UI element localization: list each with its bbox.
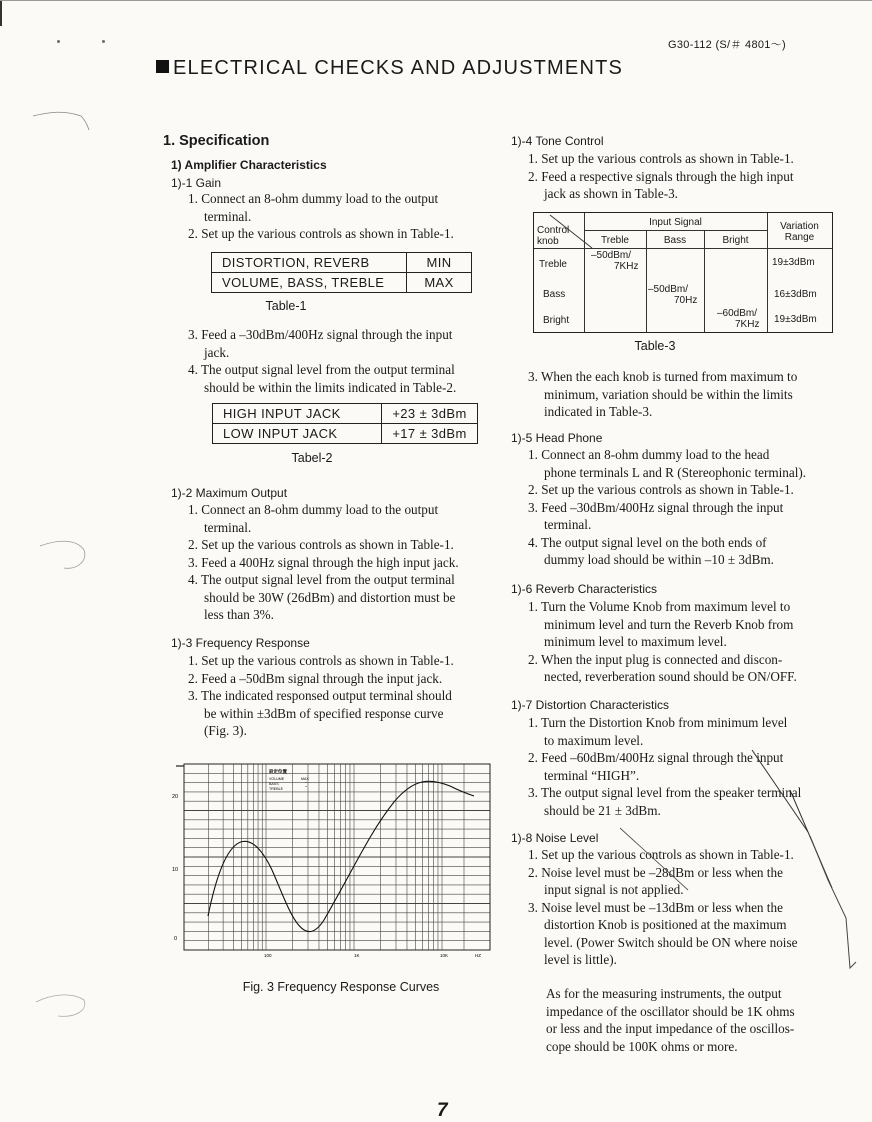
- table-row: [213, 404, 478, 424]
- table-1: [211, 252, 472, 293]
- list-item: terminal.: [204, 208, 252, 224]
- tone-items: [528, 150, 843, 203]
- gain-items: [188, 190, 498, 243]
- legend-title: 設定位置: [269, 770, 287, 775]
- table-3-row-name: Bright: [543, 315, 570, 326]
- frequency-response-graph: [168, 758, 498, 963]
- gain-heading: 1)-1 Gain: [171, 176, 222, 190]
- list-item: 4. The output signal level from the output terminal: [188, 572, 455, 587]
- scan-speck: [57, 40, 60, 43]
- table-row: [212, 253, 472, 273]
- y-label: 20: [172, 794, 179, 800]
- table-3-knob-label: knob: [537, 236, 559, 247]
- table-cell: MAX: [407, 273, 472, 293]
- note-line: cope should be 100K ohms or more.: [546, 1038, 738, 1054]
- scan-edge-top: [0, 0, 872, 1]
- list-item: terminal.: [204, 519, 252, 535]
- legend-value: MAX: [301, 777, 309, 781]
- list-item: 2. Feed a –50dBm signal through the input jack.: [188, 670, 443, 686]
- table-2: [212, 403, 478, 444]
- distortion-heading: 1)-7 Distortion Characteristics: [511, 698, 670, 712]
- max-output-items: [188, 501, 498, 624]
- list-item: minimum level to maximum level.: [544, 634, 727, 649]
- table-3-range-label: Range: [784, 232, 815, 243]
- x-label: 100: [264, 953, 272, 958]
- list-item: 3. When the each knob is turned from maximum to: [528, 369, 798, 384]
- noise-heading: 1)-8 Noise Level: [511, 831, 599, 845]
- x-label: 1K: [354, 953, 360, 958]
- list-item: jack as shown in Table-3.: [544, 186, 678, 201]
- list-item: indicated in Table-3.: [544, 404, 653, 419]
- reverb-items: [528, 598, 843, 686]
- tone-items-2: [528, 368, 843, 421]
- table-row: [212, 273, 472, 293]
- list-item: phone terminals L and R (Stereophonic terminal).: [544, 464, 807, 480]
- y-label: 10: [172, 867, 179, 873]
- list-item: 1. Set up the various controls as shown in Table-1.: [528, 847, 794, 862]
- list-item: terminal “HIGH”.: [544, 767, 640, 783]
- headphone-heading: 1)-5 Head Phone: [511, 431, 603, 445]
- list-item: level is little).: [544, 952, 617, 967]
- note-line: impedance of the oscillator should be 1K ohms: [546, 1003, 795, 1019]
- scan-speck: [102, 40, 105, 43]
- legend-line: BASS: [269, 782, 279, 786]
- list-item: 2. Set up the various controls as shown in Table-1.: [188, 537, 454, 552]
- table-3-variation-label: Variation: [780, 221, 819, 232]
- list-item: minimum level and turn the Reverb Knob from: [544, 616, 794, 632]
- list-item: 3. The output signal level from the speaker terminal: [528, 785, 802, 800]
- table-3-control-label: Control: [537, 225, 570, 236]
- table-1-caption: Table-1: [265, 299, 307, 313]
- table-3-freq: 7KHz: [735, 319, 760, 330]
- list-item: 1. Turn the Volume Knob from maximum level to: [528, 599, 791, 614]
- instruments-note: [546, 985, 846, 1055]
- list-item: jack.: [204, 344, 230, 360]
- list-item: 4. The output signal level on the both ends of: [528, 534, 767, 550]
- list-item: minimum, variation should be within the limits: [544, 386, 793, 402]
- table-cell: +17 ± 3dBm: [382, 424, 478, 444]
- figure-caption: Fig. 3 Frequency Response Curves: [242, 980, 440, 994]
- tone-heading: 1)-4 Tone Control: [511, 134, 604, 148]
- list-item: less than 3%.: [204, 607, 274, 622]
- list-item: 1. Set up the various controls as shown in Table-1.: [528, 151, 794, 166]
- scan-edge: [0, 0, 2, 26]
- table-3-signal: –50dBm/: [648, 284, 689, 295]
- x-label: HZ: [475, 953, 481, 958]
- document-number: G30-112 (S/＃ 4801～): [668, 39, 786, 51]
- list-item: 2. Set up the various controls as shown in Table-1.: [188, 226, 454, 241]
- reverb-heading: 1)-6 Reverb Characteristics: [511, 582, 658, 596]
- table-3-col-header: Bass: [663, 235, 687, 246]
- table-cell: VOLUME, BASS, TREBLE: [212, 273, 407, 293]
- table-row: [213, 424, 478, 444]
- table-cell: MIN: [407, 253, 472, 273]
- list-item: 3. Feed –30dBm/400Hz signal through the input: [528, 499, 784, 515]
- list-item: nected, reverberation sound should be ON/OFF.: [544, 669, 797, 684]
- margin-scan-mark: [28, 980, 98, 1030]
- list-item: 3. Feed a –30dBm/400Hz signal through the input: [188, 327, 453, 342]
- table-3-signal: –60dBm/: [717, 308, 758, 319]
- note-line: As for the measuring instruments, the output: [546, 986, 782, 1001]
- list-item: should be 21 ± 3dBm.: [544, 802, 661, 818]
- table-3-caption: Table-3: [634, 339, 676, 353]
- list-item: 2. Feed a respective signals through the high input: [528, 168, 794, 184]
- pen-annotation-strokes: [600, 740, 872, 980]
- table-3-range: 19±3dBm: [772, 257, 815, 268]
- max-output-heading: 1)-2 Maximum Output: [171, 486, 288, 500]
- list-item: level. (Power Switch should be ON where noise: [544, 934, 798, 950]
- list-item: input signal is not applied.: [544, 882, 684, 897]
- list-item: 1. Connect an 8-ohm dummy load to the output: [188, 502, 439, 517]
- table-3-row-name: Bass: [543, 289, 566, 300]
- table-cell: HIGH INPUT JACK: [213, 404, 382, 424]
- list-item: 1. Turn the Distortion Knob from minimum level: [528, 715, 788, 730]
- list-item: terminal.: [544, 517, 592, 532]
- legend-line: TREBLE: [269, 787, 283, 791]
- y-label: 0: [174, 936, 178, 942]
- table-3-row-name: Treble: [539, 259, 567, 270]
- legend-line: VOLUME: [269, 777, 285, 781]
- list-item: 4. The output signal level from the output terminal: [188, 362, 455, 377]
- list-item: 2. Set up the various controls as shown in Table-1.: [528, 482, 794, 497]
- note-line: or less and the input impedance of the oscillos-: [546, 1021, 795, 1036]
- gain-items-2: [188, 326, 498, 396]
- title-square-bullet-icon: [156, 60, 169, 73]
- table-3-range: 16±3dBm: [774, 289, 817, 300]
- page-number: 7: [437, 1100, 448, 1121]
- margin-scan-mark: [28, 520, 98, 580]
- list-item: to maximum level.: [544, 732, 644, 748]
- list-item: 3. Noise level must be –13dBm or less when the: [528, 899, 783, 915]
- list-item: 3. The indicated responsed output terminal should: [188, 688, 452, 703]
- list-item: 2. Noise level must be –28dBm or less when the: [528, 864, 783, 880]
- table-cell: LOW INPUT JACK: [213, 424, 382, 444]
- table-3-range: 19±3dBm: [774, 314, 817, 325]
- list-item: 1. Set up the various controls as shown in Table-1.: [188, 653, 454, 668]
- list-item: distortion Knob is positioned at the maximum: [544, 917, 787, 932]
- table-3-freq: 70Hz: [674, 295, 698, 306]
- list-item: 1. Connect an 8-ohm dummy load to the output: [188, 191, 439, 206]
- headphone-items: [528, 446, 843, 569]
- table-cell: +23 ± 3dBm: [382, 404, 478, 424]
- list-item: 2. When the input plug is connected and discon-: [528, 651, 783, 667]
- graph-grid: [184, 764, 490, 950]
- x-label: 10K: [440, 953, 449, 958]
- amp-heading: 1) Amplifier Characteristics: [171, 158, 327, 172]
- page-title-text: ELECTRICAL CHECKS AND ADJUSTMENTS: [173, 57, 624, 79]
- freq-response-heading: 1)-3 Frequency Response: [171, 636, 310, 650]
- list-item: should be 30W (26dBm) and distortion must be: [204, 589, 456, 605]
- table-cell: DISTORTION, REVERB: [212, 253, 407, 273]
- list-item: be within ±3dBm of specified response curve: [204, 705, 444, 721]
- table-3-col-header: Treble: [601, 235, 629, 246]
- freq-response-items: [188, 652, 498, 740]
- spec-heading: 1. Specification: [163, 133, 270, 149]
- table-3: [533, 212, 833, 333]
- list-item: 1. Connect an 8-ohm dummy load to the head: [528, 447, 770, 462]
- table-3-input-signal-label: Input Signal: [649, 217, 702, 228]
- table-3-col-header: Bright: [722, 235, 749, 246]
- list-item: dummy load should be within –10 ± 3dBm.: [544, 552, 774, 567]
- table-3-signal: –50dBm/: [591, 250, 632, 261]
- margin-scan-mark: [25, 100, 95, 140]
- page-title: [156, 57, 623, 80]
- list-item: 2. Feed –60dBm/400Hz signal through the input: [528, 750, 784, 765]
- table-3-freq: 7KHz: [614, 261, 639, 272]
- table-2-caption: Tabel-2: [291, 451, 333, 465]
- list-item: 3. Feed a 400Hz signal through the high input jack.: [188, 554, 459, 570]
- list-item: (Fig. 3).: [204, 723, 247, 738]
- list-item: should be within the limits indicated in Table-2.: [204, 379, 457, 395]
